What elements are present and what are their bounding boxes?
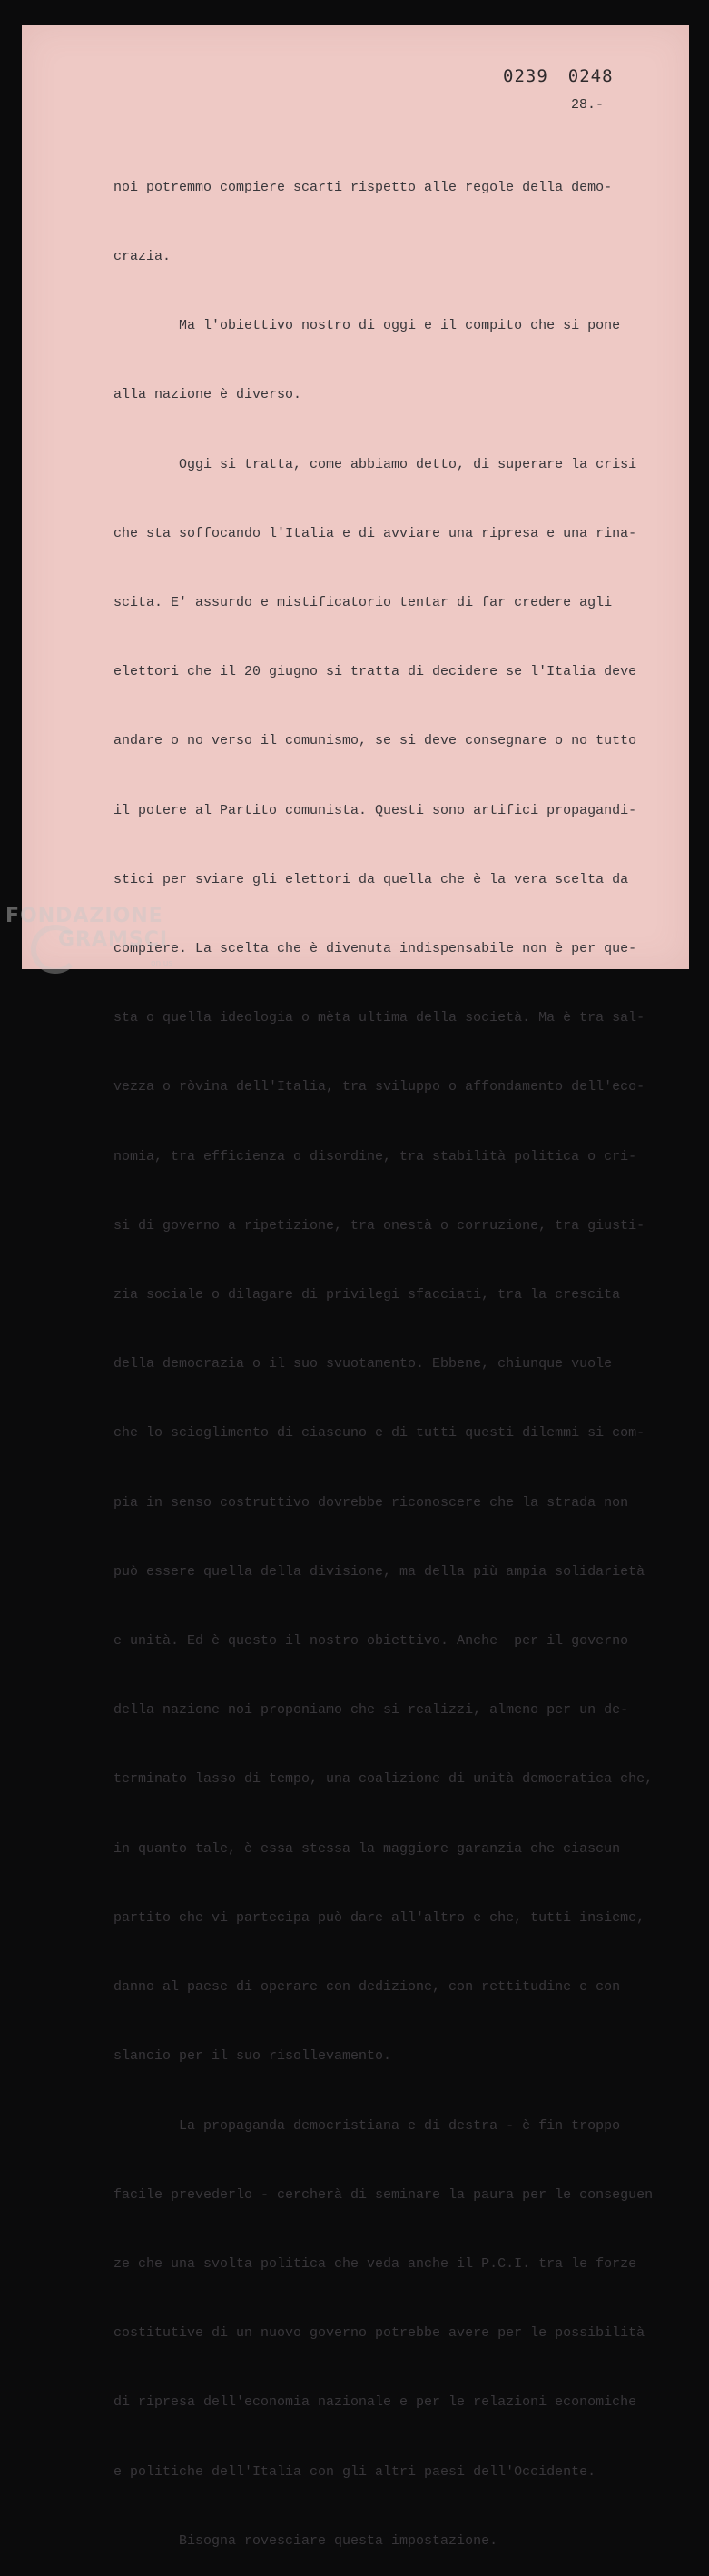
text-line: noi potremmo compiere scarti rispetto alle regole della demo- xyxy=(113,179,613,195)
text-line: della democrazia o il suo svuotamento. Ebbene, chiunque vuole xyxy=(113,1356,613,1372)
archive-number xyxy=(503,66,614,86)
text-line: slancio per il suo risollevamento. xyxy=(113,2048,392,2065)
watermark-line-3: onlus xyxy=(151,959,173,968)
text-line: che sta soffocando l'Italia e di avviare una ripresa e una rina- xyxy=(113,525,637,541)
archive-number-left: 0239 xyxy=(503,66,548,86)
text-line: di ripresa dell'economia nazionale e per le relazioni economiche xyxy=(113,2394,637,2411)
text-line: può essere quella della divisione, ma della più ampia solidarietà xyxy=(113,1563,645,1580)
text-line: che lo scioglimento di ciascuno e di tutti questi dilemmi si com- xyxy=(113,1425,645,1442)
text-line: facile prevederlo - cercherà di seminare la paura per le conseguen xyxy=(113,2186,654,2203)
archive-number-right: 0248 xyxy=(567,66,614,86)
text-line: nomia, tra efficienza o disordine, tra stabilità politica o cri- xyxy=(113,1148,637,1164)
watermark xyxy=(5,905,172,976)
text-line: zia sociale o dilagare di privilegi sfacciati, tra la crescita xyxy=(113,1287,621,1303)
text-line: della nazione noi proponiamo che si realizzi, almeno per un de- xyxy=(113,1702,629,1719)
page-number: 28.- xyxy=(571,97,605,113)
text-line: vezza o ròvina dell'Italia, tra sviluppo o affondamento dell'eco- xyxy=(113,1079,645,1095)
text-line: La propaganda democristiana e di destra - è fin troppo xyxy=(113,2117,621,2134)
text-line: alla nazione è diverso. xyxy=(113,387,302,403)
text-line: si di governo a ripetizione, tra onestà o corruzione, tra giusti- xyxy=(113,1217,645,1234)
text-line: costitutive di un nuovo governo potrebbe avere per le possibilità xyxy=(113,2325,645,2342)
text-line: partito che vi partecipa può dare all'altro e che, tutti insieme, xyxy=(113,1909,645,1926)
text-line: sta o quella ideologia o mèta ultima della società. Ma è tra sal- xyxy=(113,1010,645,1026)
watermark-line-1: FONDAZIONE xyxy=(5,905,163,927)
text-line: Oggi si tratta, come abbiamo detto, di superare la crisi xyxy=(113,456,637,472)
text-line: e politiche dell'Italia con gli altri paesi dell'Occidente. xyxy=(113,2463,596,2480)
text-line: pia in senso costruttivo dovrebbe riconoscere che la strada non xyxy=(113,1494,629,1511)
text-line: ze che una svolta politica che veda anche il P.C.I. tra le forze xyxy=(113,2255,637,2272)
text-line: danno al paese di operare con dedizione, con rettitudine e con xyxy=(113,1979,621,1996)
text-line: andare o no verso il comunismo, se si deve consegnare o no tutto xyxy=(113,733,637,749)
watermark-line-2: GRAMSCI xyxy=(58,928,169,951)
text-line: Bisogna rovesciare questa impostazione. xyxy=(113,2532,498,2549)
text-line: crazia. xyxy=(113,249,172,265)
text-line: compiere. La scelta che è divenuta indispensabile non è per que- xyxy=(113,941,637,957)
text-line: e unità. Ed è questo il nostro obiettivo. Anche per il governo xyxy=(113,1633,629,1650)
text-line: elettori che il 20 giugno si tratta di decidere se l'Italia deve xyxy=(113,664,637,680)
text-line: Ma l'obiettivo nostro di oggi e il compito che si pone xyxy=(113,318,621,334)
text-line: il potere al Partito comunista. Questi sono artifici propagandi- xyxy=(113,802,637,818)
text-line: terminato lasso di tempo, una coalizione di unità democratica che, xyxy=(113,1771,654,1788)
text-line: stici per sviare gli elettori da quella che è la vera scelta da xyxy=(113,871,629,887)
text-line: in quanto tale, è essa stessa la maggiore garanzia che ciascun xyxy=(113,1840,621,1857)
typewritten-body xyxy=(113,130,654,2576)
text-line: scita. E' assurdo e mistificatorio tentar di far credere agli xyxy=(113,595,613,611)
